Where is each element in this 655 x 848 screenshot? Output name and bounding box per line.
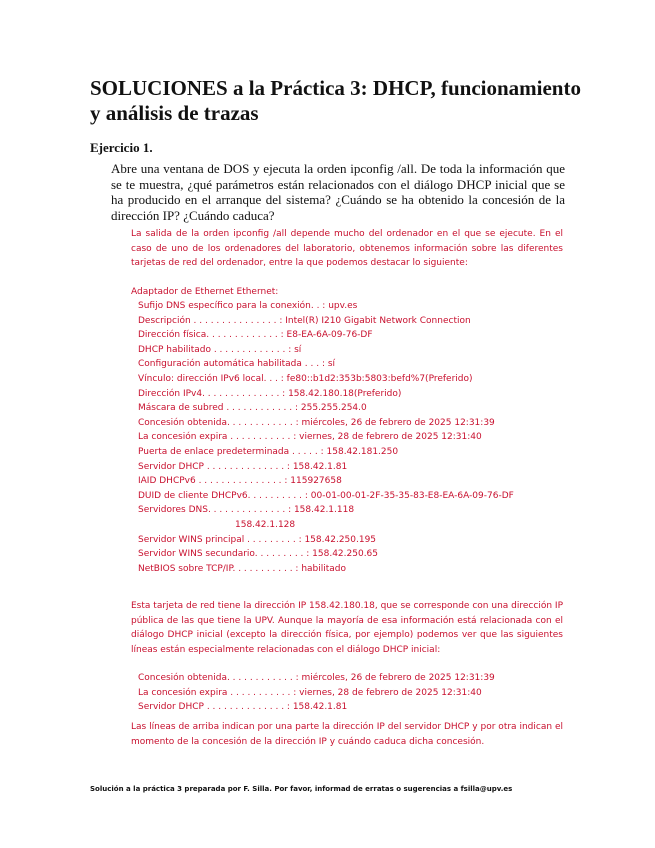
ipconfig-line: La concesión expira . . . . . . . . . . . : viernes, 28 de febrero de 2025 12:31:40: [138, 432, 482, 443]
highlight-output: [138, 671, 495, 715]
ipconfig-line: Servidor WINS principal . . . . . . . . . : 158.42.250.195: [138, 534, 377, 545]
ipconfig-line: Servidor WINS secundario. . . . . . . . . : 158.42.250.65: [138, 549, 379, 560]
exercise-heading: Ejercicio 1.: [90, 140, 153, 155]
answer-conclusion: Las líneas de arriba indican por una parte la dirección IP del servidor DHCP y por otra indican el momento de la concesión de la dirección IP y cuándo caduca dicha concesión.: [131, 722, 563, 747]
ipconfig-line: Descripción . . . . . . . . . . . . . . . : Intel(R) I210 Gigabit Network Connection: [138, 315, 471, 326]
highlight-line: La concesión expira . . . . . . . . . . . : viernes, 28 de febrero de 2025 12:31:40: [138, 687, 482, 698]
page-title: SOLUCIONES a la Práctica 3: DHCP, funcionamiento y análisis de trazas: [90, 76, 581, 125]
ipconfig-output: [138, 299, 514, 576]
ipconfig-line: IAID DHCPv6 . . . . . . . . . . . . . . . : 115927658: [138, 476, 342, 487]
ipconfig-line: Configuración automática habilitada . . . : sí: [138, 359, 336, 370]
highlight-line: Concesión obtenida. . . . . . . . . . . . : miércoles, 26 de febrero de 2025 12:31:39: [138, 673, 495, 683]
ipconfig-line: Servidor DHCP . . . . . . . . . . . . . . : 158.42.1.81: [138, 461, 348, 472]
ipconfig-line: Puerta de enlace predeterminada . . . . . : 158.42.181.250: [138, 446, 399, 457]
ipconfig-line-dns-secondary: 158.42.1.128: [235, 519, 296, 530]
answer-middle: Esta tarjeta de red tiene la dirección IP 158.42.180.18, que se corresponde con una dirección IP pública de las que tiene la UPV. Aunque la mayoría de esa información está relacionada con el diálogo DHCP inicial (excepto la dirección física, por ejemplo) podemos ver que las siguientes líneas están especialmente relacionadas con el diálogo DHCP inicial:: [131, 601, 563, 655]
exercise-question: Abre una ventana de DOS y ejecuta la orden ipconfig /all. De toda la información que se te muestra, ¿qué parámetros están relacionados con el diálogo DHCP inicial que se ha producido en el arranque del sistema? ¿Cuándo se ha obtenido la concesión de la dirección IP? ¿Cuándo caduca?: [111, 161, 565, 223]
ipconfig-line: Servidores DNS. . . . . . . . . . . . . . : 158.42.1.118: [138, 505, 355, 516]
page-footer: Solución a la práctica 3 preparada por F. Silla. Por favor, informad de erratas o sugerencias a fsilla@upv.es: [90, 785, 513, 793]
ipconfig-line: NetBIOS sobre TCP/IP. . . . . . . . . . . : habilitado: [138, 563, 347, 574]
ipconfig-line: Dirección IPv4. . . . . . . . . . . . . . : 158.42.180.18(Preferido): [138, 388, 402, 399]
ipconfig-line: Sufijo DNS específico para la conexión. . : upv.es: [138, 301, 358, 311]
ipconfig-line: Máscara de subred . . . . . . . . . . . . : 255.255.254.0: [138, 403, 367, 414]
ipconfig-line: DHCP habilitado . . . . . . . . . . . . . : sí: [138, 344, 302, 355]
ipconfig-line: DUID de cliente DHCPv6. . . . . . . . . . : 00-01-00-01-2F-35-35-83-E8-EA-6A-09-76-DF: [138, 490, 514, 501]
ipconfig-line: Vínculo: dirección IPv6 local. . . : fe80::b1d2:353b:5803:befd%7(Preferido): [138, 373, 473, 384]
highlight-line: Servidor DHCP . . . . . . . . . . . . . . : 158.42.1.81: [138, 702, 348, 713]
ipconfig-line: Dirección física. . . . . . . . . . . . . : E8-EA-6A-09-76-DF: [138, 330, 373, 341]
adapter-title: Adaptador de Ethernet Ethernet:: [131, 287, 279, 297]
answer-intro: La salida de la orden ipconfig /all depende mucho del ordenador en el que se ejecute. En el caso de uno de los ordenadores del laboratorio, obtenemos información sobre las diferentes tarjetas de red del ordenador, entre la que podemos destacar lo siguiente:: [131, 229, 563, 268]
ipconfig-line: Concesión obtenida. . . . . . . . . . . . : miércoles, 26 de febrero de 2025 12:31:39: [138, 417, 495, 428]
